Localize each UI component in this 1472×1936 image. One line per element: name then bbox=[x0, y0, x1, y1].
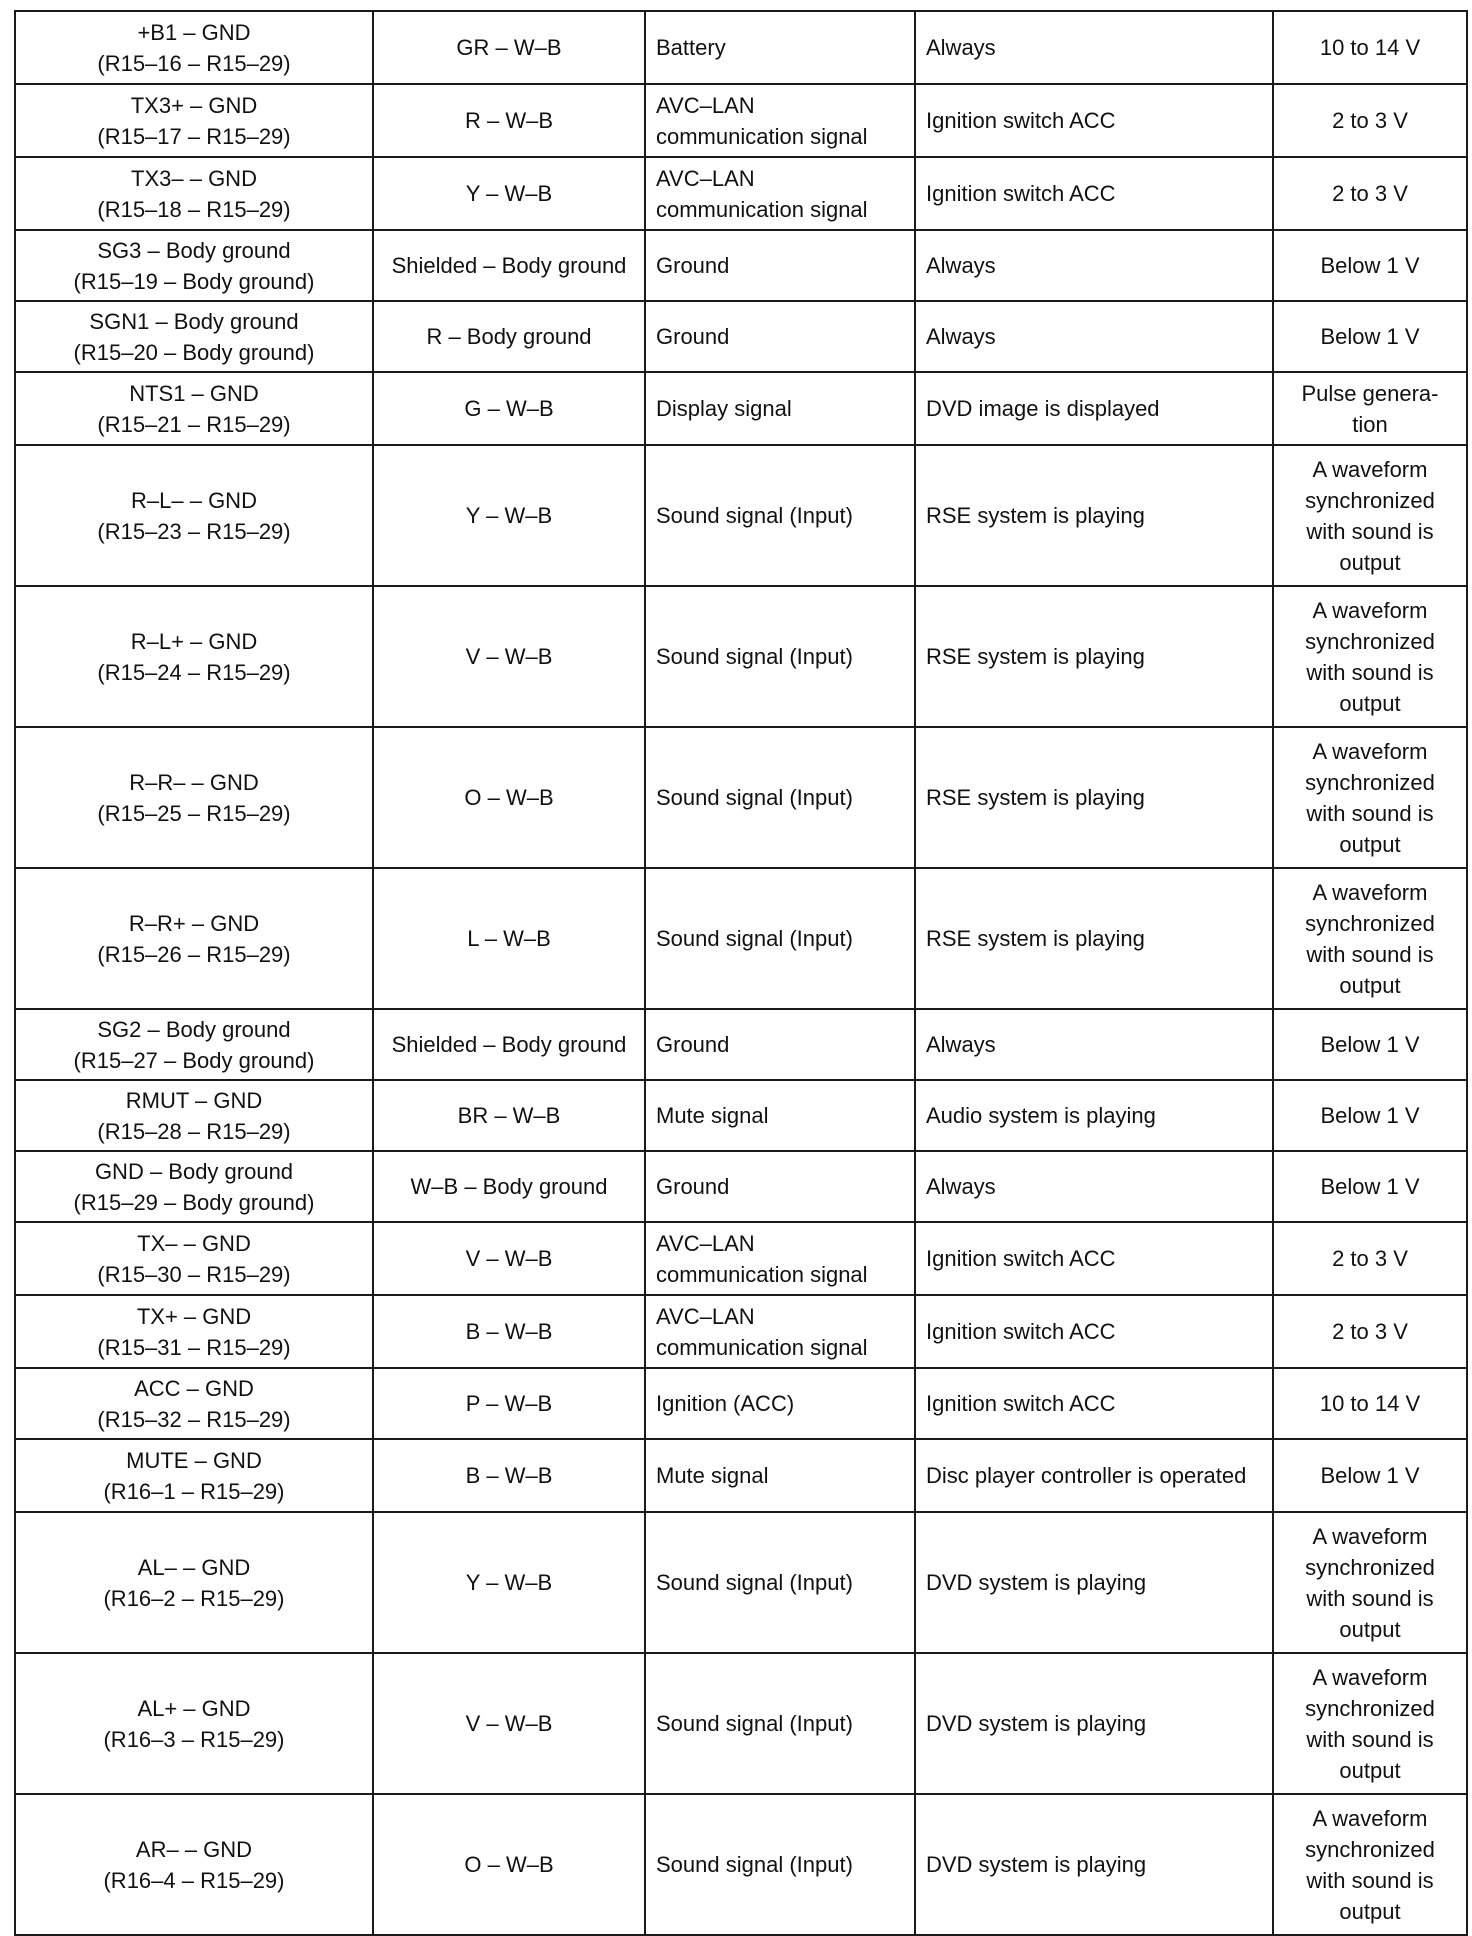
terminal-description-line: Display signal bbox=[656, 396, 792, 421]
terminal-description-cell bbox=[645, 1222, 915, 1295]
condition-cell bbox=[915, 1439, 1273, 1512]
wiring-color-text: V – W–B bbox=[465, 1246, 553, 1271]
terminal-description-cell bbox=[645, 727, 915, 868]
wiring-color-text: BR – W–B bbox=[457, 1103, 561, 1128]
terminal-description-line: Sound signal (Input) bbox=[656, 644, 853, 669]
terminal-description-line: AVC–LAN bbox=[656, 165, 755, 191]
terminal-description-line: communication signal bbox=[656, 123, 868, 149]
terminal-cell bbox=[15, 586, 373, 727]
table-row bbox=[15, 445, 1467, 586]
condition-cell bbox=[915, 372, 1273, 445]
wiring-color-cell bbox=[373, 11, 645, 84]
wiring-color-cell bbox=[373, 868, 645, 1009]
condition-text: RSE system is playing bbox=[926, 644, 1145, 669]
terminal-cell bbox=[15, 1222, 373, 1295]
terminal-description-line: Sound signal (Input) bbox=[656, 1711, 853, 1736]
terminal-cell bbox=[15, 1080, 373, 1151]
condition-cell bbox=[915, 1512, 1273, 1653]
terminal-cell bbox=[15, 1009, 373, 1080]
condition-text: Disc player controller is operated bbox=[926, 1463, 1247, 1488]
terminal-description-cell bbox=[645, 157, 915, 230]
condition-text: Always bbox=[926, 1174, 996, 1199]
table-row bbox=[15, 1151, 1467, 1222]
condition-text: RSE system is playing bbox=[926, 785, 1145, 810]
wiring-color-text: GR – W–B bbox=[456, 35, 562, 60]
wiring-color-cell bbox=[373, 1439, 645, 1512]
terminal-line: (R16–3 – R15–29) bbox=[103, 1726, 285, 1752]
condition-cell bbox=[915, 1794, 1273, 1935]
terminal-description-line: Sound signal (Input) bbox=[656, 503, 853, 528]
terminal-line: (R15–17 – R15–29) bbox=[97, 123, 291, 149]
specified-condition-line: with sound is bbox=[1306, 941, 1434, 967]
terminal-description-cell bbox=[645, 1439, 915, 1512]
terminal-line: (R15–24 – R15–29) bbox=[97, 659, 291, 685]
terminal-line: (R15–18 – R15–29) bbox=[97, 196, 291, 222]
terminal-description-cell bbox=[645, 1512, 915, 1653]
specified-condition-cell bbox=[1273, 1794, 1467, 1935]
wiring-color-cell bbox=[373, 445, 645, 586]
terminal-description-line: Ignition (ACC) bbox=[656, 1391, 795, 1416]
terminal-line: TX3– – GND bbox=[131, 165, 257, 191]
terminal-line: ACC – GND bbox=[134, 1375, 254, 1401]
condition-text: DVD system is playing bbox=[926, 1570, 1147, 1595]
condition-text: Ignition switch ACC bbox=[926, 108, 1116, 133]
table-row bbox=[15, 372, 1467, 445]
terminal-line: (R15–31 – R15–29) bbox=[97, 1334, 291, 1360]
wiring-color-cell bbox=[373, 586, 645, 727]
terminal-description-cell bbox=[645, 230, 915, 301]
specified-condition-cell bbox=[1273, 1439, 1467, 1512]
terminal-line: NTS1 – GND bbox=[129, 380, 259, 406]
condition-text: RSE system is playing bbox=[926, 503, 1145, 528]
specified-condition-cell bbox=[1273, 84, 1467, 157]
specified-condition-line: 10 to 14 V bbox=[1319, 35, 1421, 60]
terminal-description-line: Battery bbox=[656, 35, 726, 60]
specified-condition-line: tion bbox=[1352, 411, 1388, 437]
wiring-color-cell bbox=[373, 157, 645, 230]
table-row bbox=[15, 1222, 1467, 1295]
table-row bbox=[15, 1080, 1467, 1151]
wiring-color-cell bbox=[373, 1080, 645, 1151]
specified-condition-line: A waveform bbox=[1312, 879, 1428, 905]
terminal-line: AR– – GND bbox=[135, 1836, 253, 1862]
table-row bbox=[15, 1653, 1467, 1794]
table-row bbox=[15, 727, 1467, 868]
terminal-line: R–L+ – GND bbox=[130, 628, 258, 654]
specified-condition-line: Below 1 V bbox=[1320, 253, 1420, 278]
specified-condition-line: output bbox=[1339, 1616, 1401, 1642]
condition-text: Ignition switch ACC bbox=[926, 181, 1116, 206]
wiring-color-cell bbox=[373, 1794, 645, 1935]
terminal-cell bbox=[15, 157, 373, 230]
terminal-description-line: communication signal bbox=[656, 196, 868, 222]
specified-condition-cell bbox=[1273, 868, 1467, 1009]
terminal-cell bbox=[15, 1295, 373, 1368]
condition-text: Always bbox=[926, 1032, 996, 1057]
terminal-cell bbox=[15, 1151, 373, 1222]
specified-condition-line: 10 to 14 V bbox=[1319, 1391, 1421, 1416]
wiring-color-cell bbox=[373, 1222, 645, 1295]
terminal-description-line: Sound signal (Input) bbox=[656, 1852, 853, 1877]
terminal-line: (R15–19 – Body ground) bbox=[73, 268, 315, 294]
specified-condition-cell bbox=[1273, 230, 1467, 301]
condition-text: DVD image is displayed bbox=[926, 396, 1160, 421]
condition-cell bbox=[915, 1080, 1273, 1151]
wiring-color-text: R – W–B bbox=[464, 108, 554, 133]
terminal-description-line: AVC–LAN bbox=[656, 1303, 755, 1329]
terminal-line: SGN1 – Body ground bbox=[89, 308, 299, 334]
specified-condition-cell bbox=[1273, 301, 1467, 372]
table-row bbox=[15, 84, 1467, 157]
terminal-description-cell bbox=[645, 445, 915, 586]
terminal-line: (R16–2 – R15–29) bbox=[103, 1585, 285, 1611]
specified-condition-cell bbox=[1273, 1222, 1467, 1295]
wiring-color-text: P – W–B bbox=[465, 1391, 553, 1416]
terminal-description-line: Ground bbox=[656, 1174, 730, 1199]
terminal-description-cell bbox=[645, 586, 915, 727]
specified-condition-line: A waveform bbox=[1312, 1805, 1428, 1831]
specified-condition-line: A waveform bbox=[1312, 738, 1428, 764]
terminal-line: TX+ – GND bbox=[136, 1303, 252, 1329]
terminal-description-line: Sound signal (Input) bbox=[656, 1570, 853, 1595]
terminal-description-line: Sound signal (Input) bbox=[656, 926, 853, 951]
condition-cell bbox=[915, 868, 1273, 1009]
wiring-color-text: Y – W–B bbox=[465, 181, 553, 206]
specified-condition-cell bbox=[1273, 1151, 1467, 1222]
terminal-line: SG3 – Body ground bbox=[97, 237, 291, 263]
terminal-description-cell bbox=[645, 301, 915, 372]
specified-condition-line: output bbox=[1339, 972, 1401, 998]
condition-text: Ignition switch ACC bbox=[926, 1391, 1116, 1416]
specified-condition-cell bbox=[1273, 445, 1467, 586]
condition-cell bbox=[915, 84, 1273, 157]
specified-condition-cell bbox=[1273, 1368, 1467, 1439]
terminal-line: R–R+ – GND bbox=[128, 910, 260, 936]
specified-condition-line: output bbox=[1339, 690, 1401, 716]
wiring-color-text: Y – W–B bbox=[465, 503, 553, 528]
terminal-cell bbox=[15, 1653, 373, 1794]
table-row bbox=[15, 868, 1467, 1009]
terminal-cell bbox=[15, 727, 373, 868]
wiring-color-cell bbox=[373, 1653, 645, 1794]
specified-condition-line: synchronized bbox=[1305, 1695, 1435, 1721]
wiring-color-text: Shielded – Body ground bbox=[391, 253, 627, 278]
specified-condition-line: with sound is bbox=[1306, 518, 1434, 544]
table-row bbox=[15, 1295, 1467, 1368]
specified-condition-line: output bbox=[1339, 549, 1401, 575]
terminal-description-line: Sound signal (Input) bbox=[656, 785, 853, 810]
condition-text: Always bbox=[926, 35, 996, 60]
specified-condition-line: output bbox=[1339, 831, 1401, 857]
terminal-cell bbox=[15, 1439, 373, 1512]
terminal-line: (R16–4 – R15–29) bbox=[103, 1867, 285, 1893]
specified-condition-line: output bbox=[1339, 1757, 1401, 1783]
condition-cell bbox=[915, 1151, 1273, 1222]
terminal-description-line: Ground bbox=[656, 324, 730, 349]
wiring-color-text: O – W–B bbox=[464, 1852, 554, 1877]
specified-condition-line: A waveform bbox=[1312, 456, 1428, 482]
specified-condition-line: Below 1 V bbox=[1320, 1174, 1420, 1199]
specified-condition-line: with sound is bbox=[1306, 659, 1434, 685]
terminal-line: TX– – GND bbox=[137, 1230, 251, 1256]
specified-condition-line: with sound is bbox=[1306, 1585, 1434, 1611]
specified-condition-line: Pulse genera- bbox=[1301, 380, 1439, 406]
terminal-line: (R15–27 – Body ground) bbox=[73, 1047, 315, 1073]
specified-condition-line: synchronized bbox=[1305, 769, 1435, 795]
specified-condition-line: Below 1 V bbox=[1320, 1032, 1420, 1057]
specified-condition-line: A waveform bbox=[1312, 597, 1428, 623]
terminal-description-cell bbox=[645, 1368, 915, 1439]
terminal-cell bbox=[15, 1512, 373, 1653]
terminal-line: SG2 – Body ground bbox=[97, 1016, 291, 1042]
condition-text: Always bbox=[926, 253, 996, 278]
condition-text: Always bbox=[926, 324, 996, 349]
terminal-line: (R15–28 – R15–29) bbox=[97, 1118, 291, 1144]
terminal-description-cell bbox=[645, 11, 915, 84]
condition-cell bbox=[915, 1222, 1273, 1295]
table-row bbox=[15, 230, 1467, 301]
terminal-line: GND – Body ground bbox=[94, 1158, 294, 1184]
specified-condition-line: 2 to 3 V bbox=[1332, 181, 1408, 206]
wiring-color-text: O – W–B bbox=[464, 785, 554, 810]
condition-text: Ignition switch ACC bbox=[926, 1246, 1116, 1271]
wiring-color-text: L – W–B bbox=[467, 926, 551, 951]
condition-cell bbox=[915, 1368, 1273, 1439]
table-row bbox=[15, 1794, 1467, 1935]
table-row bbox=[15, 301, 1467, 372]
wiring-color-text: V – W–B bbox=[465, 1711, 553, 1736]
terminal-cell bbox=[15, 84, 373, 157]
condition-text: DVD system is playing bbox=[926, 1711, 1147, 1736]
terminal-description-cell bbox=[645, 868, 915, 1009]
terminal-voltage-table bbox=[14, 10, 1468, 1936]
terminal-description-line: Mute signal bbox=[656, 1463, 769, 1488]
terminal-cell bbox=[15, 1368, 373, 1439]
condition-text: RSE system is playing bbox=[926, 926, 1145, 951]
terminal-line: (R15–30 – R15–29) bbox=[97, 1261, 291, 1287]
table-body bbox=[15, 11, 1467, 1935]
terminal-line: (R15–23 – R15–29) bbox=[97, 518, 291, 544]
condition-cell bbox=[915, 445, 1273, 586]
terminal-line: (R15–21 – R15–29) bbox=[97, 411, 291, 437]
terminal-line: (R15–29 – Body ground) bbox=[73, 1189, 315, 1215]
condition-cell bbox=[915, 230, 1273, 301]
terminal-description-cell bbox=[645, 1653, 915, 1794]
terminal-line: R–L– – GND bbox=[131, 487, 257, 513]
specified-condition-line: synchronized bbox=[1305, 910, 1435, 936]
specified-condition-line: synchronized bbox=[1305, 1836, 1435, 1862]
terminal-description-line: AVC–LAN bbox=[656, 92, 755, 118]
terminal-description-cell bbox=[645, 1080, 915, 1151]
condition-cell bbox=[915, 1009, 1273, 1080]
terminal-line: (R15–26 – R15–29) bbox=[97, 941, 291, 967]
terminal-cell bbox=[15, 11, 373, 84]
specified-condition-cell bbox=[1273, 372, 1467, 445]
specified-condition-line: Below 1 V bbox=[1320, 324, 1420, 349]
wiring-color-cell bbox=[373, 1009, 645, 1080]
terminal-line: (R15–16 – R15–29) bbox=[97, 50, 291, 76]
specified-condition-cell bbox=[1273, 1080, 1467, 1151]
condition-text: Audio system is playing bbox=[926, 1103, 1156, 1128]
specified-condition-cell bbox=[1273, 1653, 1467, 1794]
specified-condition-line: synchronized bbox=[1305, 628, 1435, 654]
wiring-color-text: B – W–B bbox=[465, 1463, 553, 1488]
specified-condition-line: 2 to 3 V bbox=[1332, 1246, 1408, 1271]
terminal-description-line: Ground bbox=[656, 1032, 730, 1057]
wiring-color-text: G – W–B bbox=[464, 396, 554, 421]
wiring-color-text: Shielded – Body ground bbox=[391, 1032, 627, 1057]
specified-condition-cell bbox=[1273, 157, 1467, 230]
terminal-cell bbox=[15, 868, 373, 1009]
terminal-line: AL+ – GND bbox=[137, 1695, 251, 1721]
terminal-description-line: Ground bbox=[656, 253, 730, 278]
terminal-line: AL– – GND bbox=[137, 1554, 251, 1580]
terminal-line: R–R– – GND bbox=[129, 769, 259, 795]
wiring-color-cell bbox=[373, 301, 645, 372]
wiring-color-cell bbox=[373, 372, 645, 445]
condition-cell bbox=[915, 727, 1273, 868]
table-row bbox=[15, 11, 1467, 84]
terminal-line: (R15–25 – R15–29) bbox=[97, 800, 291, 826]
terminal-description-cell bbox=[645, 1295, 915, 1368]
wiring-color-text: W–B – Body ground bbox=[410, 1174, 608, 1199]
terminal-line: (R16–1 – R15–29) bbox=[103, 1478, 285, 1504]
terminal-line: RMUT – GND bbox=[125, 1087, 263, 1113]
terminal-description-line: Mute signal bbox=[656, 1103, 769, 1128]
specified-condition-line: Below 1 V bbox=[1320, 1103, 1420, 1128]
terminal-line: TX3+ – GND bbox=[130, 92, 258, 118]
specified-condition-line: with sound is bbox=[1306, 1867, 1434, 1893]
wiring-color-cell bbox=[373, 84, 645, 157]
condition-cell bbox=[915, 11, 1273, 84]
wiring-color-text: B – W–B bbox=[465, 1319, 553, 1344]
specified-condition-cell bbox=[1273, 1009, 1467, 1080]
terminal-description-cell bbox=[645, 372, 915, 445]
condition-cell bbox=[915, 157, 1273, 230]
specified-condition-line: 2 to 3 V bbox=[1332, 108, 1408, 133]
wiring-color-cell bbox=[373, 1151, 645, 1222]
terminal-description-line: AVC–LAN bbox=[656, 1230, 755, 1256]
wiring-color-text: Y – W–B bbox=[465, 1570, 553, 1595]
specified-condition-line: synchronized bbox=[1305, 487, 1435, 513]
specified-condition-line: 2 to 3 V bbox=[1332, 1319, 1408, 1344]
wiring-color-cell bbox=[373, 727, 645, 868]
terminal-line: +B1 – GND bbox=[137, 19, 251, 45]
specified-condition-line: with sound is bbox=[1306, 800, 1434, 826]
terminal-line: MUTE – GND bbox=[126, 1447, 262, 1473]
table-row bbox=[15, 1368, 1467, 1439]
condition-cell bbox=[915, 1653, 1273, 1794]
specified-condition-line: A waveform bbox=[1312, 1523, 1428, 1549]
specified-condition-line: output bbox=[1339, 1898, 1401, 1924]
wiring-color-cell bbox=[373, 1295, 645, 1368]
terminal-description-cell bbox=[645, 1009, 915, 1080]
table-row bbox=[15, 1439, 1467, 1512]
wiring-color-cell bbox=[373, 1368, 645, 1439]
table-row bbox=[15, 1009, 1467, 1080]
specified-condition-line: A waveform bbox=[1312, 1664, 1428, 1690]
table-row bbox=[15, 157, 1467, 230]
condition-cell bbox=[915, 1295, 1273, 1368]
wiring-color-text: R – Body ground bbox=[426, 324, 592, 349]
terminal-description-cell bbox=[645, 84, 915, 157]
wiring-color-cell bbox=[373, 230, 645, 301]
terminal-description-cell bbox=[645, 1794, 915, 1935]
terminal-description-cell bbox=[645, 1151, 915, 1222]
specified-condition-cell bbox=[1273, 11, 1467, 84]
terminal-cell bbox=[15, 445, 373, 586]
terminal-cell bbox=[15, 230, 373, 301]
terminal-line: (R15–32 – R15–29) bbox=[97, 1406, 291, 1432]
specified-condition-cell bbox=[1273, 727, 1467, 868]
specified-condition-cell bbox=[1273, 1512, 1467, 1653]
wiring-color-text: V – W–B bbox=[465, 644, 553, 669]
terminal-line: (R15–20 – Body ground) bbox=[73, 339, 315, 365]
condition-text: Ignition switch ACC bbox=[926, 1319, 1116, 1344]
specified-condition-line: synchronized bbox=[1305, 1554, 1435, 1580]
specified-condition-line: with sound is bbox=[1306, 1726, 1434, 1752]
terminal-description-line: communication signal bbox=[656, 1261, 868, 1287]
table-row bbox=[15, 1512, 1467, 1653]
terminal-cell bbox=[15, 1794, 373, 1935]
condition-cell bbox=[915, 586, 1273, 727]
terminal-cell bbox=[15, 372, 373, 445]
condition-text: DVD system is playing bbox=[926, 1852, 1147, 1877]
table-row bbox=[15, 586, 1467, 727]
specified-condition-cell bbox=[1273, 586, 1467, 727]
condition-cell bbox=[915, 301, 1273, 372]
wiring-color-cell bbox=[373, 1512, 645, 1653]
specified-condition-line: Below 1 V bbox=[1320, 1463, 1420, 1488]
terminal-cell bbox=[15, 301, 373, 372]
specified-condition-cell bbox=[1273, 1295, 1467, 1368]
terminal-description-line: communication signal bbox=[656, 1334, 868, 1360]
